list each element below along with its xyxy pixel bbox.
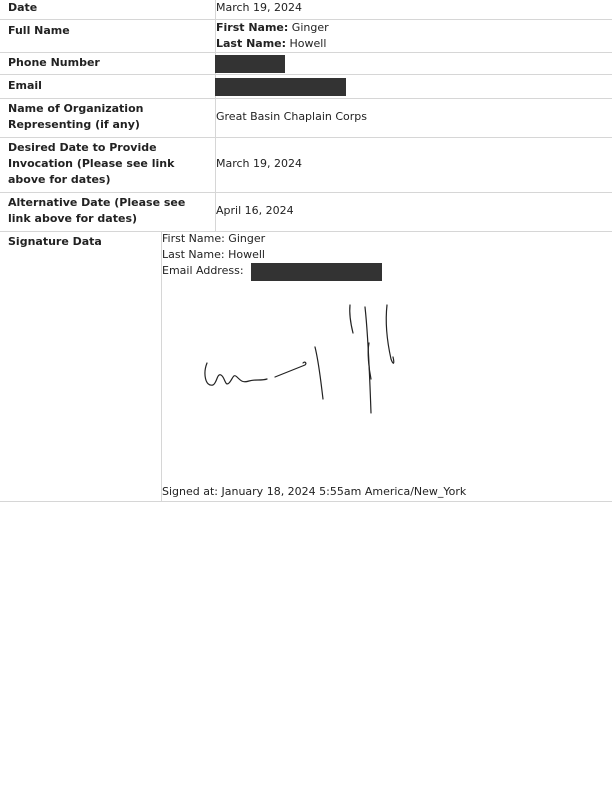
- full-name-label: Full Name: [8, 24, 70, 37]
- signature-email-redaction: [251, 263, 382, 281]
- desired-date-label-line: above for dates): [8, 173, 111, 186]
- last-name-value: Howell: [289, 37, 327, 50]
- desired-date-label: [8, 140, 174, 188]
- first-name-label: First Name:: [216, 21, 289, 34]
- first-name-value: Ginger: [291, 21, 329, 34]
- signature-email-line: [162, 263, 244, 279]
- email-label: Email: [8, 79, 42, 92]
- organization-row: [0, 99, 612, 138]
- date-row: [0, 0, 612, 20]
- desired-date-row: [0, 138, 612, 193]
- email-redaction: [215, 78, 346, 96]
- signature-email-label: Email Address:: [162, 264, 244, 277]
- first-name-line: [216, 20, 329, 36]
- alternative-date-label: [8, 195, 185, 227]
- date-value: March 19, 2024: [216, 1, 303, 14]
- alternative-date-label-line: Alternative Date (Please see: [8, 196, 186, 209]
- email-row: [0, 75, 612, 99]
- signature-first-name: First Name: Ginger: [162, 232, 266, 245]
- alternative-date-value: April 16, 2024: [216, 204, 294, 217]
- organization-label: [8, 101, 143, 133]
- desired-date-value: March 19, 2024: [216, 157, 303, 170]
- desired-date-label-line: Invocation (Please see link: [8, 157, 175, 170]
- signature-signed-at: Signed at: January 18, 2024 5:55am America/New_York: [162, 485, 467, 498]
- desired-date-label-line: Desired Date to Provide: [8, 141, 157, 154]
- full-name-row: [0, 20, 612, 53]
- phone-label: Phone Number: [8, 56, 100, 69]
- organization-value: Great Basin Chaplain Corps: [216, 110, 368, 123]
- full-name-value: [216, 20, 329, 52]
- signature-label: Signature Data: [8, 235, 102, 248]
- phone-row: [0, 53, 612, 75]
- phone-redaction: [215, 55, 285, 73]
- handwritten-signature: [195, 295, 405, 425]
- alternative-date-label-line: link above for dates): [8, 212, 138, 225]
- date-label: Date: [8, 1, 38, 14]
- last-name-label: Last Name:: [216, 37, 287, 50]
- last-name-line: [216, 36, 329, 52]
- alternative-date-row: [0, 193, 612, 232]
- organization-label-line: Name of Organization: [8, 102, 144, 115]
- signature-last-name: Last Name: Howell: [162, 248, 265, 261]
- organization-label-line: Representing (if any): [8, 118, 140, 131]
